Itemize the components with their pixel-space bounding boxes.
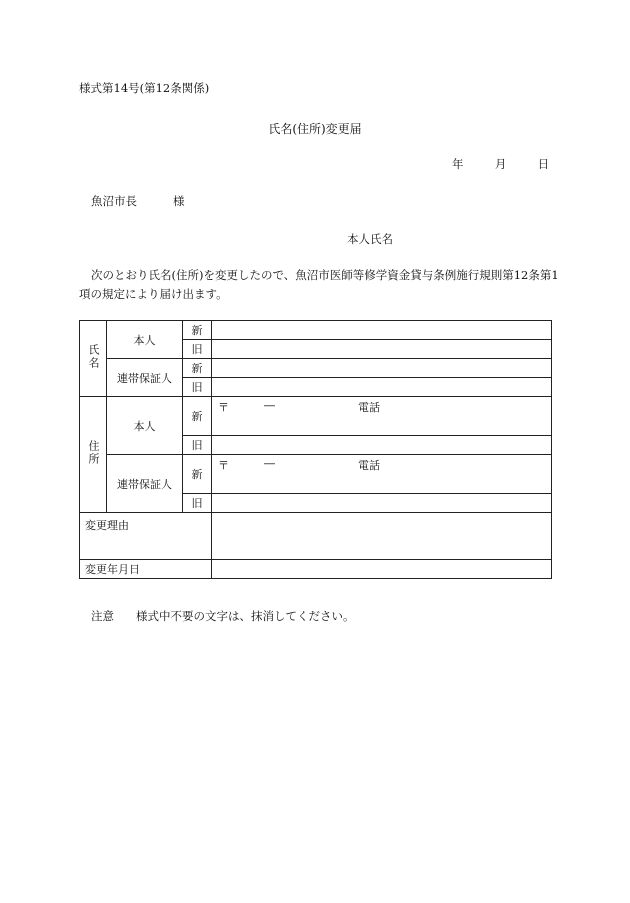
address-guarantor-old-field[interactable]: [212, 494, 552, 513]
name-section-label: 氏名: [80, 321, 107, 397]
addressee: [91, 193, 185, 209]
postal-dash: ―: [264, 457, 275, 470]
address-self-old-label: 旧: [183, 436, 212, 455]
change-reason-field[interactable]: [212, 513, 552, 560]
date-line: [452, 156, 549, 172]
name-guarantor-label: 連帯保証人: [107, 359, 183, 397]
name-self-old-field[interactable]: [212, 340, 552, 359]
name-self-new-field[interactable]: [212, 321, 552, 340]
postal-dash: ―: [264, 399, 275, 412]
address-self-new-label: 新: [183, 397, 212, 436]
name-self-new-label: 新: [183, 321, 212, 340]
change-date-label: 変更年月日: [80, 560, 212, 579]
applicant-name-label: 本人氏名: [347, 232, 393, 246]
addressee-honorific: 様: [173, 194, 185, 208]
note-text: 様式中不要の文字は、抹消してください。: [136, 609, 355, 623]
date-year: 年: [452, 157, 464, 171]
change-form-table: [79, 320, 552, 579]
name-self-old-label: 旧: [183, 340, 212, 359]
address-self-old-field[interactable]: [212, 436, 552, 455]
form-number: 様式第14号(第12条関係): [79, 81, 210, 95]
note: [91, 608, 355, 624]
address-self-label: 本人: [107, 397, 183, 455]
postal-mark: 〒: [218, 459, 229, 472]
address-guarantor-old-label: 旧: [183, 494, 212, 513]
postal-mark: 〒: [218, 401, 229, 414]
body-text-content: 次のとおり氏名(住所)を変更したので、魚沼市医師等修学資金貸与条例施行規則第12条第1項の規定により届け出ます。: [79, 268, 559, 301]
note-label: 注意: [91, 609, 114, 623]
address-section-label: 住所: [80, 397, 107, 513]
body-text: [79, 266, 559, 304]
name-guarantor-new-field[interactable]: [212, 359, 552, 378]
change-reason-label: 変更理由: [80, 513, 212, 560]
address-guarantor-new-label: 新: [183, 455, 212, 494]
address-self-new-field[interactable]: [212, 397, 552, 436]
phone-label: 電話: [358, 459, 380, 472]
form-title: 氏名(住所)変更届: [268, 122, 362, 136]
address-guarantor-new-field[interactable]: [212, 455, 552, 494]
name-guarantor-new-label: 新: [183, 359, 212, 378]
name-self-label: 本人: [107, 321, 183, 359]
address-guarantor-label: 連帯保証人: [107, 455, 183, 513]
name-guarantor-old-label: 旧: [183, 378, 212, 397]
addressee-name: 魚沼市長: [91, 194, 137, 208]
phone-label: 電話: [358, 401, 380, 414]
date-month: 月: [494, 157, 507, 171]
change-date-field[interactable]: [212, 560, 552, 579]
name-guarantor-old-field[interactable]: [212, 378, 552, 397]
date-day: 日: [537, 157, 550, 171]
